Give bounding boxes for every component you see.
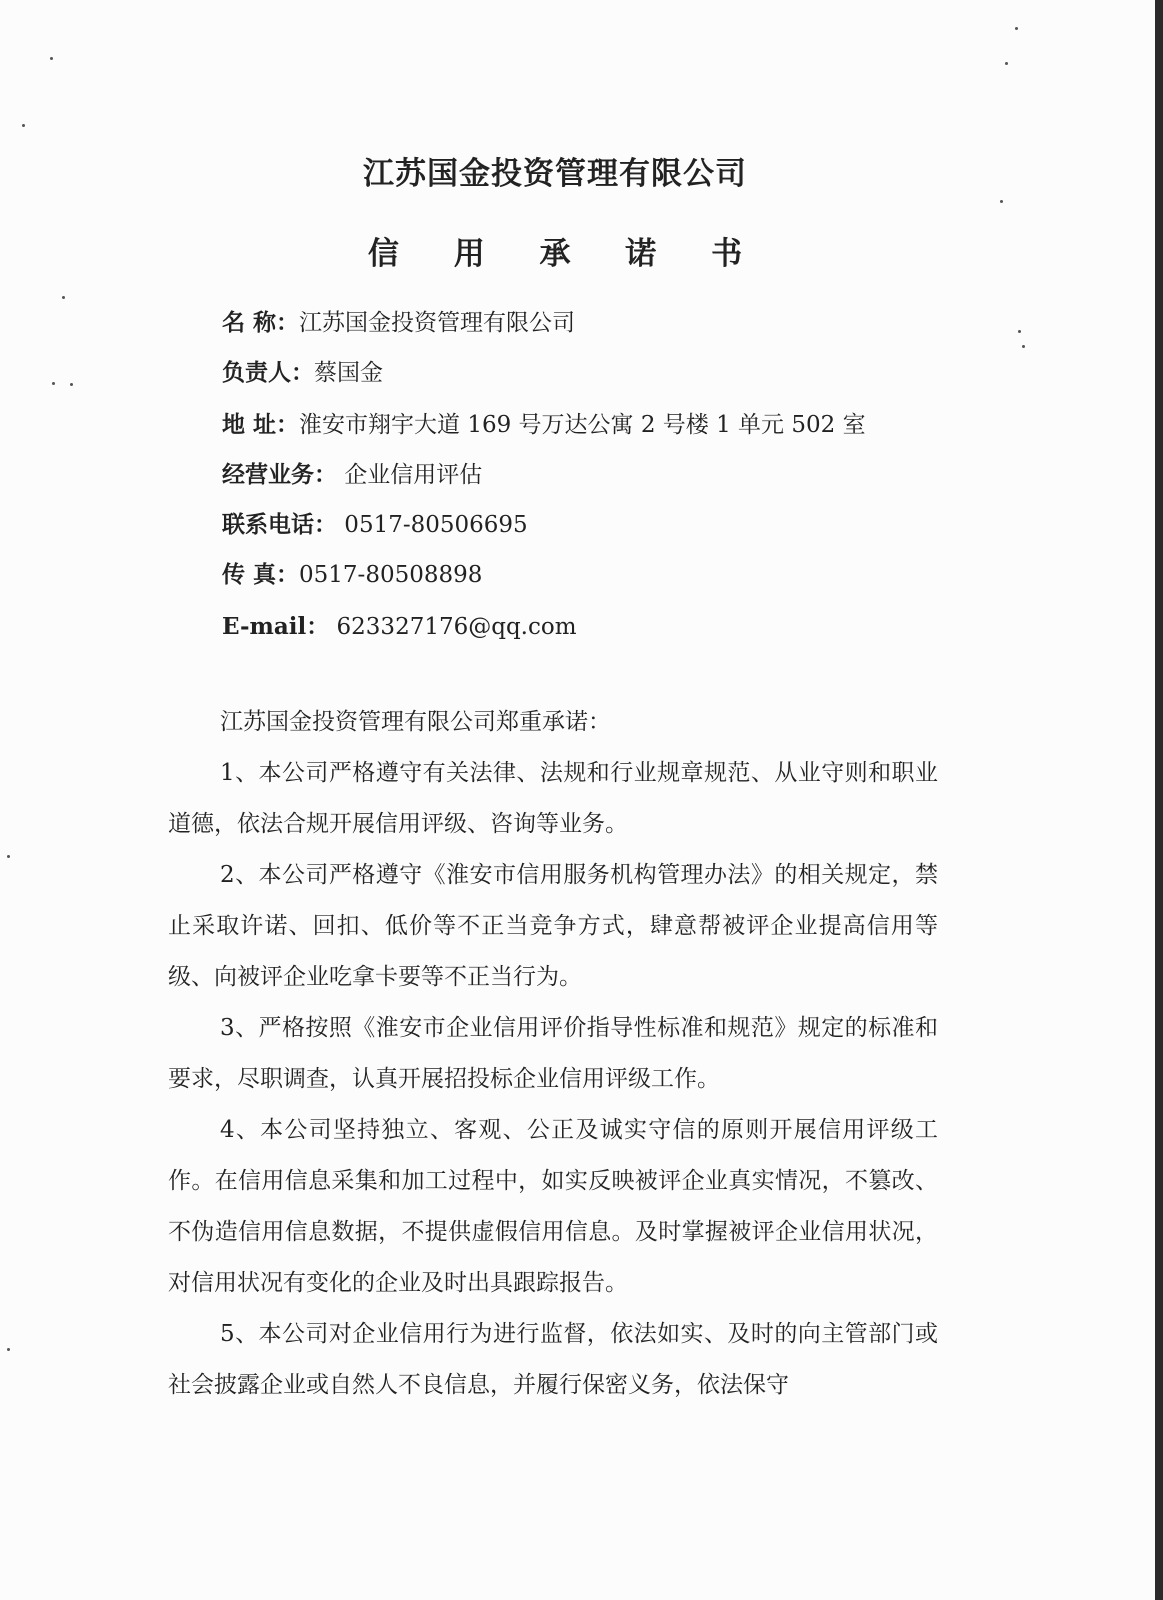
scan-speck: [70, 383, 73, 386]
scan-speck: [1018, 330, 1021, 333]
document-title: 信 用 承 诺 书: [367, 236, 765, 272]
commitment-item: 2、本公司严格遵守《淮安市信用服务机构管理办法》的相关规定，禁止采取许诺、回扣、低价等不正当竞争方式，肆意帮被评企业提高信用等级、向被评企业吃拿卡要等不正当行为。: [168, 862, 938, 990]
commitment-item: 4、本公司坚持独立、客观、公正及诚实守信的原则开展信用评级工作。在信用信息采集和加工过程中，如实反映被评企业真实情况，不篡改、不伪造信用信息数据，不提供虚假信用信息。及时掌握被评企业信用状况，对信用状况有变化的企业及时出具跟踪报告。: [168, 1117, 938, 1296]
company-title: 江苏国金投资管理有限公司: [363, 156, 747, 192]
head-value: 蔡国金: [314, 360, 383, 386]
scan-speck: [1015, 27, 1018, 30]
commitment-body: [168, 697, 938, 1411]
email-value: 623327176@qq.com: [329, 614, 577, 640]
address-label: 地 址：: [222, 411, 300, 438]
scan-edge: [1155, 0, 1163, 1600]
head-label: 负责人：: [222, 359, 314, 386]
name-value: 江苏国金投资管理有限公司: [299, 310, 576, 336]
scan-speck: [1000, 200, 1003, 203]
info-row-head: [222, 358, 383, 388]
scan-speck: [1005, 62, 1008, 65]
phone-label: 联系电话：: [222, 511, 337, 538]
business-value: 企业信用评估: [337, 462, 483, 488]
fax-label: 传 真：: [222, 561, 300, 588]
phone-value: 0517-80506695: [337, 512, 528, 538]
commitment-item: 1、本公司严格遵守有关法律、法规和行业规章规范、从业守则和职业道德，依法合规开展信用评级、咨询等业务。: [168, 760, 938, 837]
info-row-name: [222, 308, 575, 338]
info-row-address: [222, 410, 866, 440]
scan-speck: [7, 855, 10, 858]
info-row-phone: [222, 510, 528, 540]
scan-speck: [1022, 345, 1025, 348]
scan-speck: [50, 57, 53, 60]
name-label: 名 称：: [222, 309, 300, 336]
info-row-fax: [222, 560, 482, 590]
scan-speck: [7, 1348, 10, 1351]
address-value: 淮安市翔宇大道 169 号万达公寓 2 号楼 1 单元 502 室: [299, 412, 866, 438]
scan-speck: [62, 296, 65, 299]
info-row-email: [222, 612, 577, 642]
email-label: E-mail：: [222, 613, 330, 640]
info-row-business: [222, 460, 482, 490]
commitment-item: 3、严格按照《淮安市企业信用评价指导性标准和规范》规定的标准和要求，尽职调查，认真开展招投标企业信用评级工作。: [168, 1015, 938, 1092]
fax-value: 0517-80508898: [299, 562, 483, 588]
business-label: 经营业务：: [222, 461, 337, 488]
scan-speck: [22, 124, 25, 127]
commitment-item: 5、本公司对企业信用行为进行监督，依法如实、及时的向主管部门或社会披露企业或自然人不良信息，并履行保密义务，依法保守: [168, 1321, 938, 1398]
commitment-lead: 江苏国金投资管理有限公司郑重承诺：: [220, 709, 611, 735]
scan-speck: [52, 382, 55, 385]
